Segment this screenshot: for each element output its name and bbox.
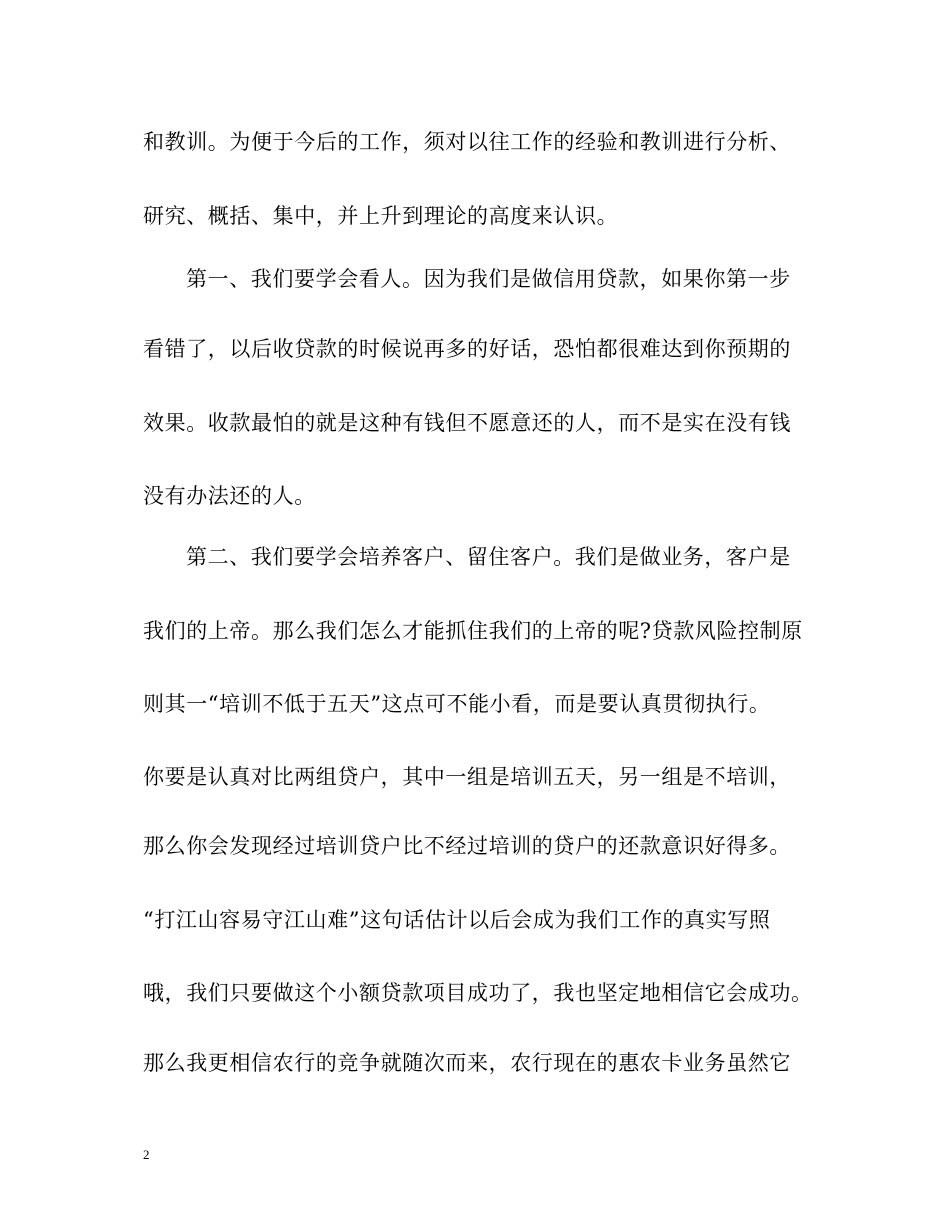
text-line: 看错了，以后收贷款的时候说再多的好话，恐怕都很难达到你预期的: [143, 337, 791, 361]
text-line: 研究、概括、集中，并上升到理论的高度来认识。: [143, 204, 619, 228]
text-line: 则其一“培训不低于五天”这点可不能小看，而是要认真贯彻执行。: [143, 692, 771, 716]
text-line: 效果。收款最怕的就是这种有钱但不愿意还的人，而不是实在没有钱: [143, 411, 791, 435]
text-line: 我们的上帝。那么我们怎么才能抓住我们的上帝的呢?贷款风险控制原: [143, 619, 803, 643]
text-line: 没有办法还的人。: [143, 484, 316, 508]
text-line: 你要是认真对比两组贷户，其中一组是培训五天，另一组是不培训，: [143, 765, 791, 789]
text-line: 那么我更相信农行的竞争就随次而来，农行现在的惠农卡业务虽然它: [143, 1051, 791, 1075]
paragraph-first-line: 第一、我们要学会看人。因为我们是做信用贷款，如果你第一步: [186, 267, 791, 291]
paragraph-first-line: 第二、我们要学会培养客户、留住客户。我们是做业务，客户是: [186, 545, 791, 569]
text-line: 和教训。为便于今后的工作，须对以往工作的经验和教训进行分析、: [143, 130, 791, 154]
text-line: “打江山容易守江山难”这句话估计以后会成为我们工作的真实写照: [143, 908, 771, 932]
text-line: 那么你会发现经过培训贷户比不经过培训的贷户的还款意识好得多。: [143, 834, 791, 858]
page-number: 2: [143, 1147, 150, 1162]
text-line: 哦，我们只要做这个小额贷款项目成功了，我也坚定地相信它会成功。: [143, 981, 813, 1005]
